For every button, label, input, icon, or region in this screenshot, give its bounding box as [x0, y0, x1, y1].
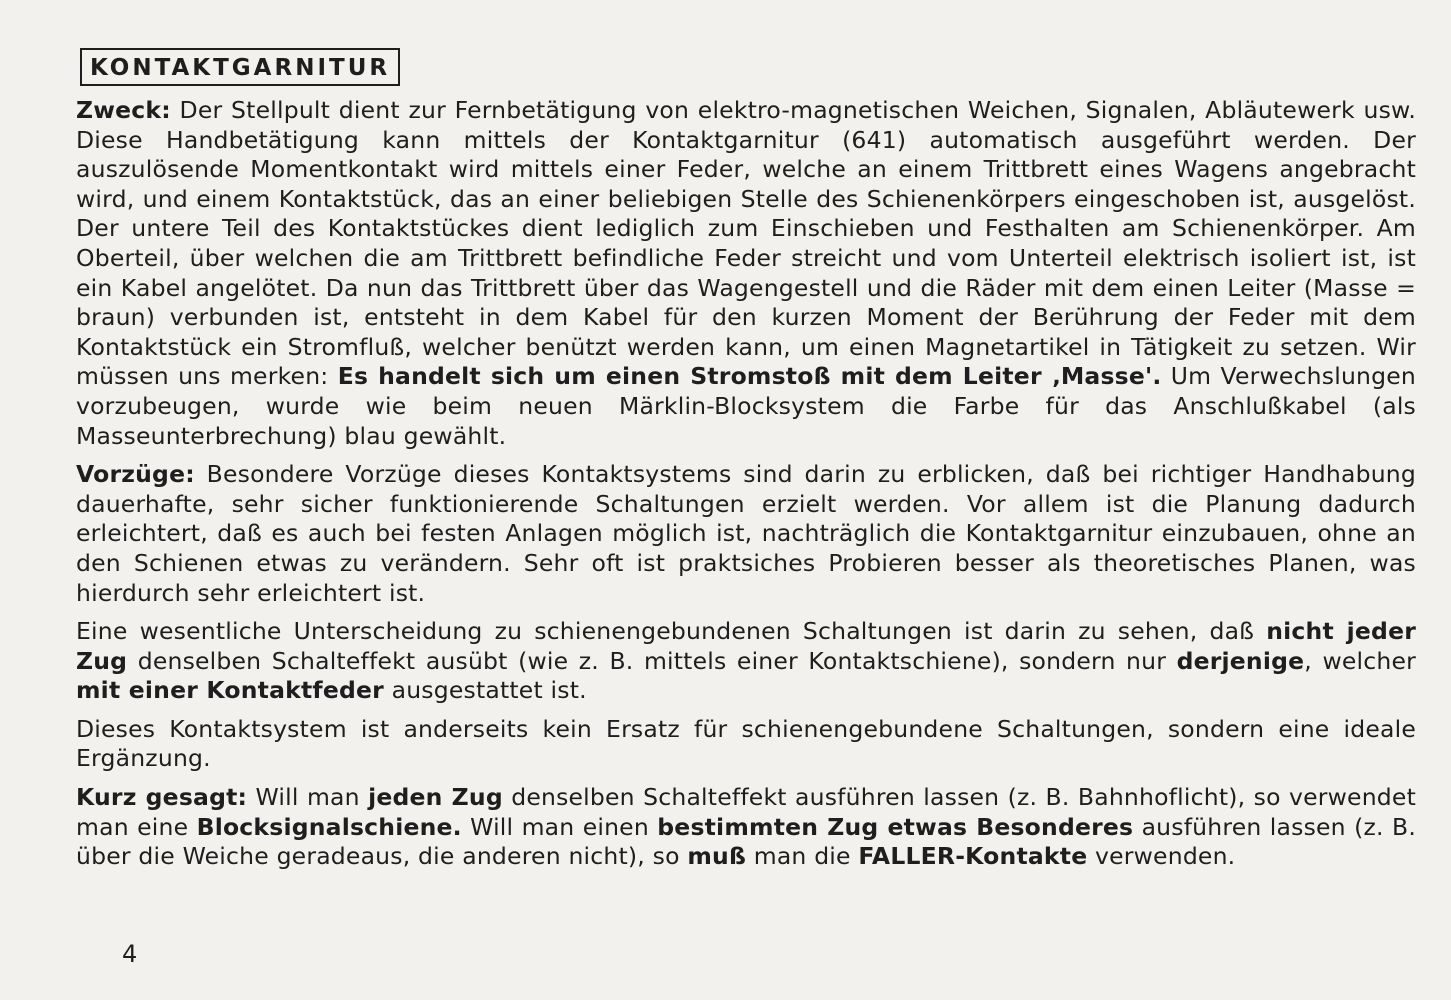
zweck-text-1: Der Stellpult dient zur Fernbetätigung von elektro-magnetischen Weichen, Signalen, Abläutewerk usw. Diese Handbetätigung kann mittels der Kontaktgarnitur (641) automatisch ausgeführt werden. Der auszulösende Momentkontakt wird mittels einer Feder, welche an einem Trittbrett eines Wagens angebracht wird, und einem Kontaktstück, das an einer beliebigen Stelle des Schienenkörpers eingeschoben ist, ausgelöst. Der untere Teil des Kontaktstückes dient lediglich zum Einschieben und Festhalten am Schienenkörper. Am Oberteil, über welchen die am Trittbrett befindliche Feder streicht und vom Unterteil elektrisch isoliert ist, ist ein Kabel angelötet. Da nun das Trittbrett über das Wagengestell und die Räder mit dem einen Leiter (Masse = braun) verbunden ist, entsteht in dem Kabel für den kurzen Moment der Berührung der Feder mit dem Kontaktstück ein Stromfluß, welcher benützt werden kann, um einen Magnetartikel in Tätigkeit zu setzen. Wir müssen uns merken:	[76, 96, 1416, 391]
paragraph-ergaenzung	[76, 715, 1416, 774]
vorzuege-text-1: Besondere Vorzüge dieses Kontaktsystems sind darin zu erblicken, daß bei richtiger Handhabung dauerhafte, sehr sicher funktionierende Schaltungen erzielt werden. Vor allem ist die Planung dadurch erleichtert, daß es auch bei festen Anlagen möglich ist, nachträglich die Kontaktgarnitur einzubauen, ohne an den Schienen etwas zu verändern. Sehr oft ist praktsiches Probieren besser als theoretisches Planen, was hierdurch sehr erleichtert ist.	[76, 460, 1416, 607]
page-number: 4	[122, 940, 138, 968]
unterscheidung-bold-3: mit einer Kontaktfeder	[76, 676, 384, 705]
paragraph-unterscheidung	[76, 617, 1416, 706]
kurz-bold-3: bestimmten Zug etwas Besonderes	[657, 812, 1134, 841]
kurz-bold-4: muß	[687, 842, 747, 871]
zweck-text-2: Um Verwechslungen vorzubeugen, wurde wie beim neuen Märklin-Blocksystem die Farbe für das Anschlußkabel (als Masseunterbrechung) blau gewählt.	[76, 362, 1417, 450]
paragraph-vorzuege	[76, 460, 1416, 608]
section-heading: KONTAKTGARNITUR	[80, 48, 400, 86]
zweck-emphasis: Es handelt sich um einen Stromstoß mit dem Leiter ‚Masse'.	[337, 362, 1162, 391]
unterscheidung-text-1: Eine wesentliche Unterscheidung zu schienengebundenen Schaltungen ist darin zu sehen, daß	[76, 617, 1267, 646]
paragraph-zweck	[76, 96, 1416, 451]
label-zweck: Zweck:	[76, 96, 171, 124]
kurz-bold-1: jeden Zug	[368, 783, 503, 812]
kurz-text-4: ausführen lassen (z. B. über die Weiche geradeaus, die anderen nicht), so	[76, 812, 1416, 871]
kurz-bold-2: Blocksignalschiene.	[196, 812, 462, 841]
unterscheidung-bold-1: nicht jeder Zug	[76, 617, 1416, 675]
unterscheidung-text-4: ausgestattet ist.	[383, 676, 587, 705]
kurz-text-2: denselben Schalteffekt ausführen lassen (z. B. Bahnhoflicht), so verwendet man eine	[76, 783, 1416, 841]
kurz-text-5: man die	[746, 842, 859, 871]
page-content	[76, 48, 1416, 881]
kurz-text-6: verwenden.	[1087, 842, 1236, 871]
ergaenzung-text-1: Dieses Kontaktsystem ist anderseits kein Ersatz für schienengebundene Schaltungen, sondern eine ideale Ergänzung.	[76, 714, 1416, 773]
kurz-text-3: Will man einen	[461, 812, 658, 841]
unterscheidung-text-2: denselben Schalteffekt ausübt (wie z. B. mittels einer Kontaktschiene), sondern nur	[127, 646, 1177, 675]
paragraph-kurz-gesagt	[76, 783, 1416, 872]
unterscheidung-text-3: , welcher	[1304, 646, 1416, 675]
unterscheidung-bold-2: derjenige	[1176, 646, 1305, 675]
kurz-bold-5: FALLER-Kontakte	[858, 842, 1088, 871]
kurz-text-1: Will man	[247, 783, 369, 812]
label-kurz-gesagt: Kurz gesagt:	[76, 783, 248, 812]
label-vorzuege: Vorzüge:	[76, 460, 195, 489]
